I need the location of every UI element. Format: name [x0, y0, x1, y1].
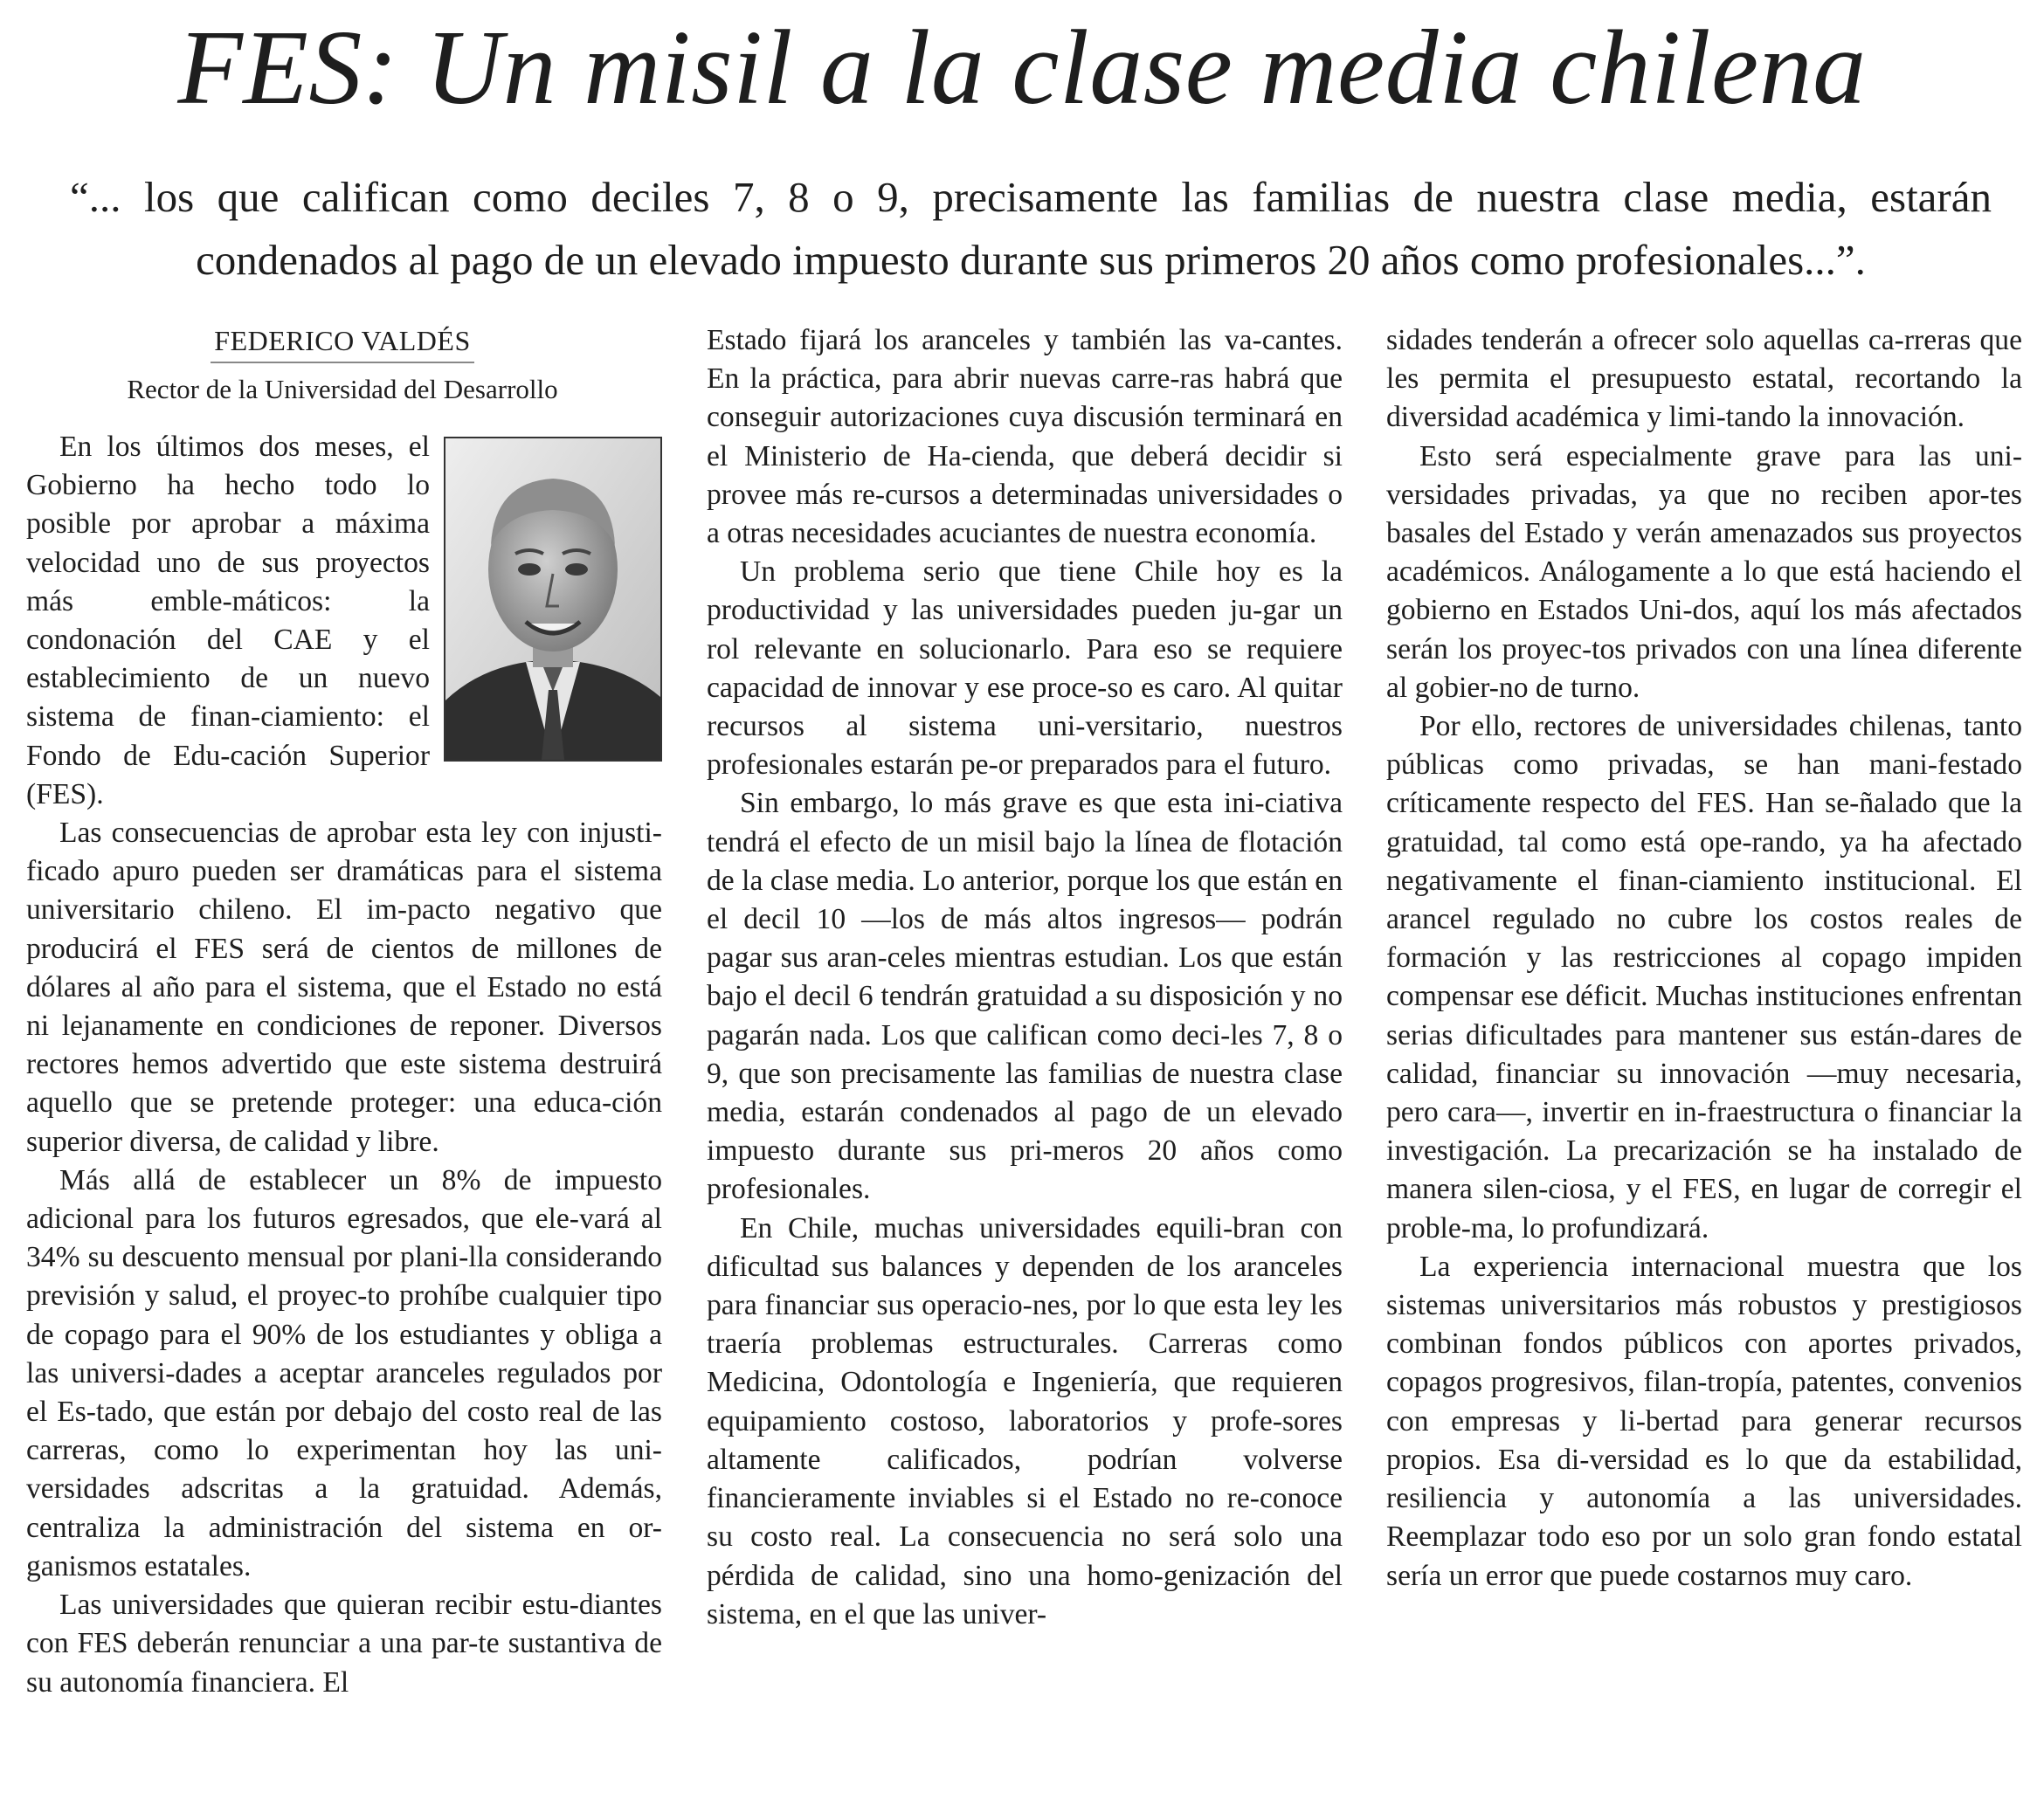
paragraph-1: En los últimos dos meses, el Gobierno ha hecho todo lo posible por aprobar a máxima velocidad uno de sus proyectos más emble-máticos: la condonación del CAE y el establecimiento de un nuevo sistema de finan-ciamiento: el Fondo de Edu-cación Superior (FES). — [26, 431, 430, 810]
article-column-3 — [1386, 321, 2022, 1596]
paragraph-5: Un problema serio que tiene Chile hoy es la productividad y las universidades pueden ju-gar un rol relevante en solucionarlo. Para eso se requiere capacidad de innovar y ese proce-so es caro. Al quitar recursos al sistema uni-versitario, nuestros profesionales estarán pe-or preparados para el futuro. — [707, 555, 1343, 782]
paragraph-4-continued: Estado fijará los aranceles y también las va-cantes. En la práctica, para abrir nuevas carre-ras habrá que conseguir autorizaciones cuya discusión terminará en el Ministerio de Ha-cienda, que deberá decidir si provee más re-cursos a determinadas universidades o a otras necesidades acuciantes de nuestra economía. — [707, 324, 1343, 550]
paragraph-9: Por ello, rectores de universidades chilenas, tanto públicas como privadas, se han mani-festado críticamente respecto del FES. Han se-ñalado que la gratuidad, tal como está ope-rando, ya ha afectado negativamente el finan-ciamiento institucional. El arancel regulado no cubre los costos reales de formación y las restricciones al copago impiden compensar ese déficit. Muchas instituciones enfrentan serias dificultades para mantener sus están-dares de calidad, financiar su innovación —muy necesaria, pero cara—, invertir en in-fraestructura o financiar la investigación. La precarización se ha instalado de manera silen-ciosa, y el FES, en lugar de corregir el proble-ma, lo profundizará. — [1386, 710, 2022, 1244]
article-column-2 — [707, 321, 1343, 1634]
author-photo — [444, 437, 662, 762]
paragraph-2: Las consecuencias de aprobar esta ley con injusti-ficado apuro pueden ser dramáticas para el sistema universitario chileno. El im-pacto negativo que producirá el FES será de cientos de millones de dólares al año para el sistema, que el Estado no está ni lejanamente en condiciones de reponer. Diversos rectores hemos advertido que este sistema destruirá aquello que se pretende proteger: una educa-ción superior diversa, de calidad y libre. — [26, 817, 662, 1158]
headline: FES: Un misil a la clase media chilena — [177, 9, 1867, 127]
article-column-1 — [26, 321, 662, 1702]
author-name: FEDERICO VALDÉS — [211, 321, 473, 363]
author-role: Rector de la Universidad del Desarrollo — [127, 374, 558, 404]
paragraph-6: Sin embargo, lo más grave es que esta ini-ciativa tendrá el efecto de un misil bajo la línea de flotación de la clase media. Lo anterior, porque los que están en el decil 10 —los de más altos ingresos— podrán pagar sus aran-celes mientras estudian. Los que están bajo el decil 6 tendrán gratuidad a su disposición y no pagarán nada. Los que califican como deci-les 7, 8 o 9, que son precisamente las familias de nuestra clase media, estarán condenados al pago de un elevado impuesto durante sus pri-meros 20 años como profesionales. — [707, 787, 1343, 1206]
paragraph-7-continued: sidades tenderán a ofrecer solo aquellas ca-rreras que les permita el presupuesto estatal, recortando la diversidad académica y limi-tando la innovación. — [1386, 324, 2022, 434]
paragraph-10: La experiencia internacional muestra que los sistemas universitarios más robustos y prestigiosos combinan fondos públicos con aportes privados, copagos progresivos, filan-tropía, patentes, convenios con empresas y li-bertad para generar recursos propios. Esa di-versidad es lo que da estabilidad, resiliencia y autonomía a las universidades. Reemplazar todo eso por un solo gran fondo estatal sería un error que puede costarnos muy caro. — [1386, 1250, 2022, 1592]
paragraph-8: Esto será especialmente grave para las uni-versidades privadas, ya que no reciben apor-tes basales del Estado y verán amenazados sus proyectos académicos. Análogamente a lo que está haciendo el gobierno en Estados Uni-dos, aquí los más afectados serán los proyec-tos privados con una línea diferente al gobier-no de turno. — [1386, 439, 2022, 704]
pull-quote: “... los que califican como deciles 7, 8 o 9, precisamente las familias de nuestra clase media, estarán condenados al pago de un elevado impuesto durante sus primeros 20 años como profesionales...”. — [70, 173, 1992, 284]
paragraph-3: Más allá de establecer un 8% de impuesto adicional para los futuros egresados, que ele-vará al 34% su descuento mensual por plani-lla considerando previsión y salud, el proyec-to prohíbe cualquier tipo de copago para el 90% de los estudiantes y obliga a las universi-dades a aceptar aranceles regulados por el Es-tado, que están por debajo del costo real de las carreras, como lo experimentan hoy las uni-versidades adscritas a la gratuidad. Además, centraliza la administración del sistema en or-ganismos estatales. — [26, 1163, 662, 1582]
byline — [52, 321, 632, 416]
author-portrait-image — [445, 438, 660, 760]
paragraph-7: En Chile, muchas universidades equili-bran con dificultad sus balances y dependen de los aranceles para financiar sus operacio-nes, por lo que esta ley les traería problemas estructurales. Carreras como Medicina, Odontología e Ingeniería, que requieren equipamiento costoso, laboratorios y profe-sores altamente calificados, podrían volverse financieramente inviables si el Estado no re-conoce su costo real. La consecuencia no será solo una pérdida de calidad, sino una homo-genización del sistema, en el que las univer- — [707, 1211, 1343, 1630]
paragraph-4: Las universidades que quieran recibir estu-diantes con FES deberán renunciar a una par-te sustantiva de su autonomía financiera. El — [26, 1589, 662, 1699]
